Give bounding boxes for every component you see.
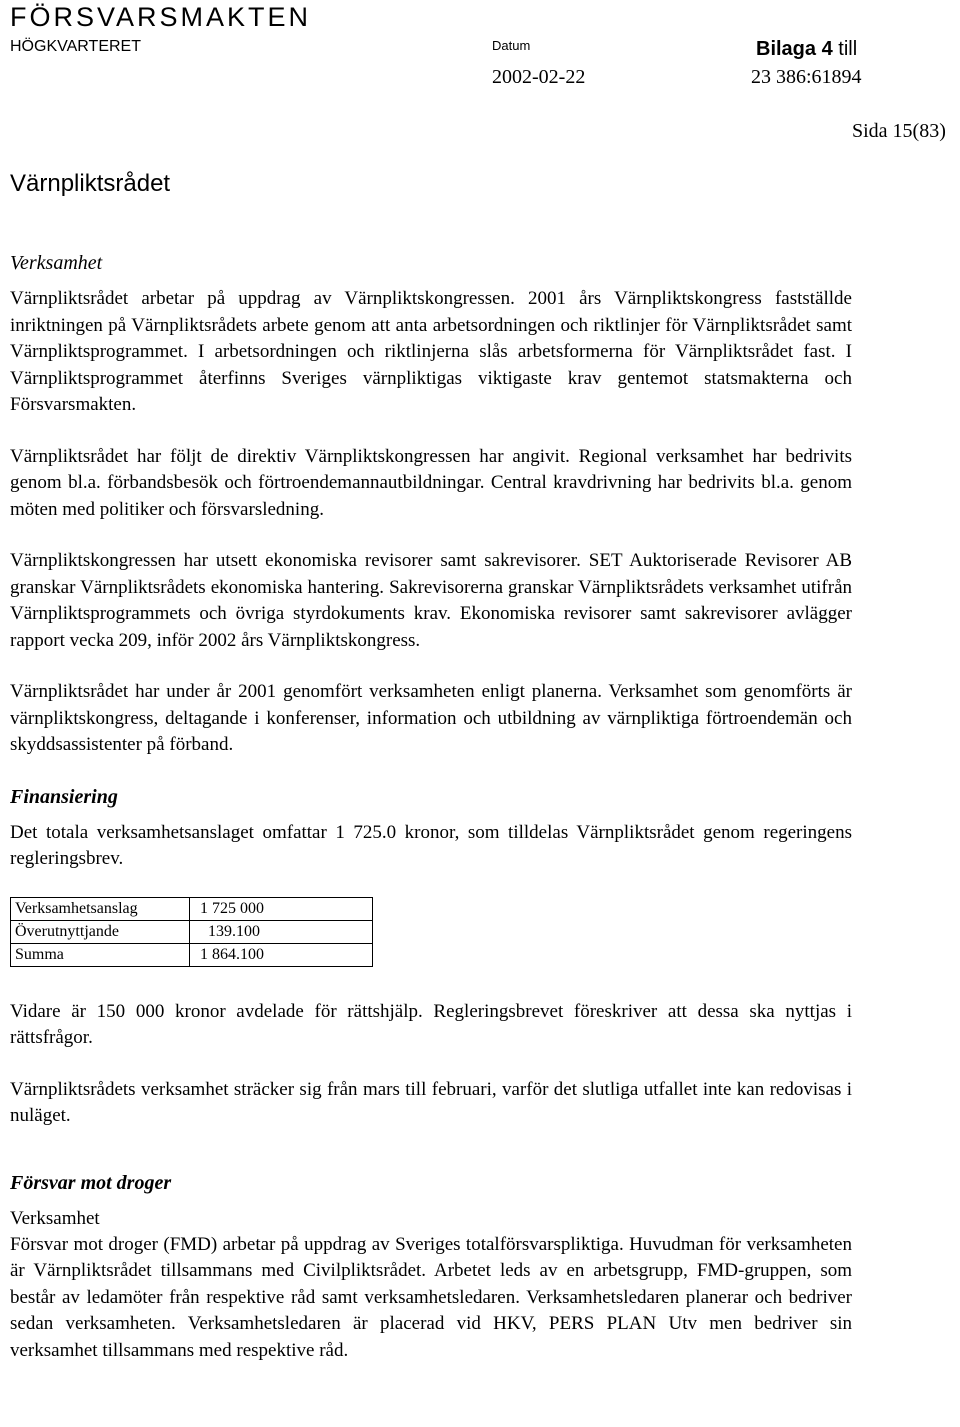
date-label: Datum [492, 38, 531, 53]
paragraph: Vidare är 150 000 kronor avdelade för rättshjälp. Regleringsbrevet föreskriver att dessa ska nyttjas i rättsfrågor. [10, 1000, 852, 1048]
table-cell-label: Summa [11, 943, 190, 966]
paragraph: Värnpliktsrådet har under år 2001 genomfört verksamheten enligt planerna. Verksamhet som genomförts är värnpliktskongress, deltagande i konferenser, information och utbildning av värnpliktiga förtroendemän och skyddsassistenter på förband. [10, 681, 852, 755]
attachment-number: Bilaga 4 [756, 38, 833, 60]
table-cell-value: 1 725 000 [190, 897, 373, 920]
reference-number: 23 386:61894 [751, 66, 862, 88]
page-title: Värnpliktsrådet [10, 170, 171, 197]
org-logo: FÖRSVARSMAKTEN [10, 2, 312, 32]
section-heading-finansiering: Finansiering [10, 785, 118, 808]
paragraph: Värnpliktsrådets verksamhet sträcker sig från mars till februari, varför det slutliga utfallet inte kan redovisas i nuläget. [10, 1078, 852, 1126]
table-row [11, 943, 373, 966]
table-cell-value: 139.100 [190, 920, 373, 943]
section-heading-droger: Försvar mot droger [10, 1171, 172, 1194]
section-heading-verksamhet: Verksamhet [10, 252, 103, 274]
paragraph: Värnpliktsrådet har följt de direktiv Värnpliktskongressen har angivit. Regional verksamhet har bedrivits genom bl.a. förbandsbesök och förtroendemannautbildningar. Central kravdrivning har bedrivits bl.a. genom möten med politiker och försvarsledning. [10, 445, 852, 520]
document-body [10, 250, 852, 1364]
table-cell-label: Överutnyttjande [11, 920, 190, 943]
table-row [11, 920, 373, 943]
paragraph: Försvar mot droger (FMD) arbetar på uppdrag av Sveriges totalförsvarspliktiga. Huvudman för verksamheten är Värnpliktsrådet tillsammans med Civilpliktsrådet. Arbetet leds av en arbetsgrupp, FMD-gruppen, som består av ledamöter från respektive råd samt verksamhetsledaren. Verksamhetsledaren planerar och bedriver sedan verksamheten. Verksamhetsledaren är placerad vid HKV, PERS PLAN Utv men bedriver sin verksamhet tillsammans med respektive råd. [10, 1233, 852, 1361]
page-number: Sida 15(83) [852, 120, 946, 142]
subsection-heading: Verksamhet [10, 1207, 100, 1229]
table-cell-value: 1 864.100 [190, 943, 373, 966]
attachment-label [756, 38, 857, 61]
paragraph: Det totala verksamhetsanslaget omfattar 1 725.0 kronor, som tilldelas Värnpliktsrådet genom regeringens regleringsbrev. [10, 821, 852, 869]
table-cell-label: Verksamhetsanslag [11, 897, 190, 920]
paragraph: Värnpliktskongressen har utsett ekonomiska revisorer samt sakrevisorer. SET Auktoriserade Revisorer AB granskar Värnpliktsrådets ekonomiska hantering. Sakrevisorerna granskar Värnpliktsrådets verksamhet utifrån Värnpliktsprogrammets och övriga styrdokuments krav. Ekonomiska revisorer samt sakrevisorer avlägger rapport vecka 209, inför 2002 års Värnpliktskongress. [10, 550, 852, 651]
attachment-suffix: till [832, 38, 858, 60]
table-row [11, 897, 373, 920]
paragraph: Värnpliktsrådet arbetar på uppdrag av Värnpliktskongressen. 2001 års Värnpliktskongress fastställde inriktningen på Värnpliktsrådets arbete genom att anta arbetsordningen och riktlinjer för Värnpliktsrådet samt Värnpliktsprogrammet. I arbetsordningen och riktlinjerna slås arbetsformerna för Värnpliktsrådet fast. I Värnpliktsprogrammet återfinns Sveriges värnpliktigas viktigaste krav gentemot statsmakterna och Försvarsmakten. [10, 288, 852, 415]
unit-name: HÖGKVARTERET [10, 38, 141, 55]
budget-table [10, 897, 373, 967]
document-date: 2002-02-22 [492, 66, 586, 88]
